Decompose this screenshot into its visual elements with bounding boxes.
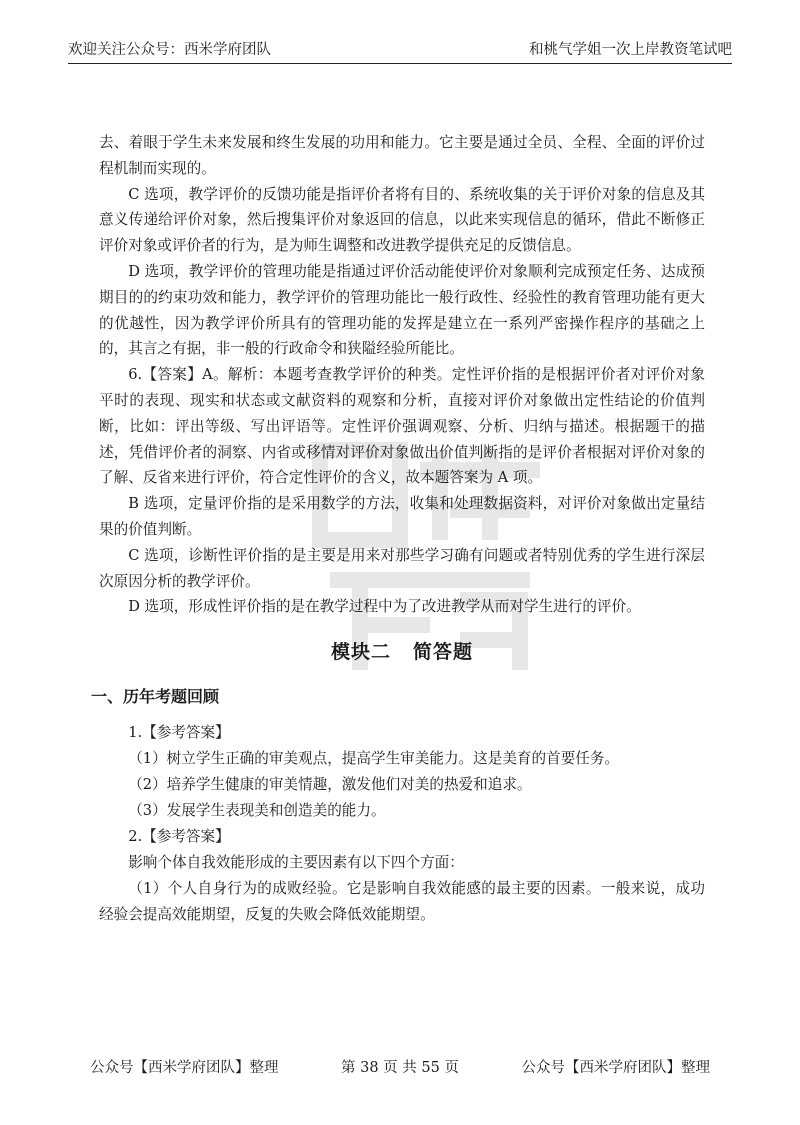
paragraph-continued: 去、着眼于学生未来发展和终生发展的功用和能力。它主要是通过全员、全程、全面的评价过程机制而实现的。 <box>99 134 705 177</box>
page-footer <box>90 1056 710 1077</box>
answer-1-item: （2）培养学生健康的审美情趣，激发他们对美的热爱和追求。 <box>128 775 532 793</box>
page-header <box>68 34 732 64</box>
answer-2-item: （1）个人自身行为的成败经验。它是影响自我效能感的最主要的因素。一般来说，成功经验会提高效能期望，反复的失败会降低效能期望。 <box>99 879 705 923</box>
answer-1-item: （1）树立学生正确的审美观点，提高学生审美能力。这是美育的首要任务。 <box>128 749 620 767</box>
paragraph-option-c-feedback: C 选项，教学评价的反馈功能是指评价者将有目的、系统收集的关于评价对象的信息及其意义传递给评价对象，然后搜集评价对象返回的信息，以此来实现信息的循环，借此不断修正评价对象或评价者的行为，是为师生调整和改进教学提供充足的反馈信息。 <box>99 185 705 255</box>
footer-right-text: 公众号【西米学府团队】整理 <box>521 1060 710 1076</box>
module-title <box>99 640 705 666</box>
paragraph-option-c-diagnostic: C 选项，诊断性评价指的是主要是用来对那些学习确有问题或者特别优秀的学生进行深层次原因分析的教学评价。 <box>99 546 705 590</box>
module-name: 简答题 <box>413 641 474 664</box>
section-title: 一、历年考题回顾 <box>91 686 220 706</box>
footer-left-text: 公众号【西米学府团队】整理 <box>90 1060 279 1076</box>
answer-1-label: 1.【参考答案】 <box>128 723 230 741</box>
answer-list <box>99 720 705 928</box>
answer-1-item: （3）发展学生表现美和创造美的能力。 <box>128 801 386 819</box>
header-left-text: 欢迎关注公众号：西米学府团队 <box>68 42 271 58</box>
paragraph-answer-6: 6.【答案】A。解析：本题考查教学评价的种类。定性评价指的是根据评价者对评价对象平时的表现、现实和状态或文献资料的观察和分析，直接对评价对象做出定性结论的价值判断，比如：评出等级、写出评语等。定性评价强调观察、分析、归纳与描述。根据题干的描述，凭借评价者的洞察、内省或移情对评价对象做出价值判断指的是评价者根据对评价对象的了解、反省来进行评价，符合定性评价的含义，故本题答案为 A 项。 <box>99 366 705 487</box>
module-number: 模块二 <box>330 641 391 664</box>
document-body <box>91 130 705 928</box>
paragraph-option-b-quantitative: B 选项，定量评价指的是采用数学的方法，收集和处理数据资料，对评价对象做出定量结果的价值判断。 <box>99 495 705 538</box>
page-number: 第 38 页 共 55 页 <box>341 1060 459 1076</box>
paragraph-option-d-management: D 选项，教学评价的管理功能是指通过评价活动能使评价对象顺利完成预定任务、达成预期目的的约束功效和能力，教学评价的管理功能比一般行政性、经验性的教育管理功能有更大的优越性，因为教学评价所具有的管理功能的发挥是建立在一系列严密操作程序的基础之上的，其言之有据，非一般的行政命令和狭隘经验所能比。 <box>99 262 705 358</box>
paragraph-option-d-formative: D 选项，形成性评价指的是在教学过程中为了改进教学从而对学生进行的评价。 <box>128 598 641 616</box>
header-right-text: 和桃气学姐一次上岸教资笔试吧 <box>529 42 732 58</box>
answer-2-intro: 影响个体自我效能形成的主要因素有以下四个方面： <box>128 853 464 871</box>
answer-2-label: 2.【参考答案】 <box>128 827 230 845</box>
